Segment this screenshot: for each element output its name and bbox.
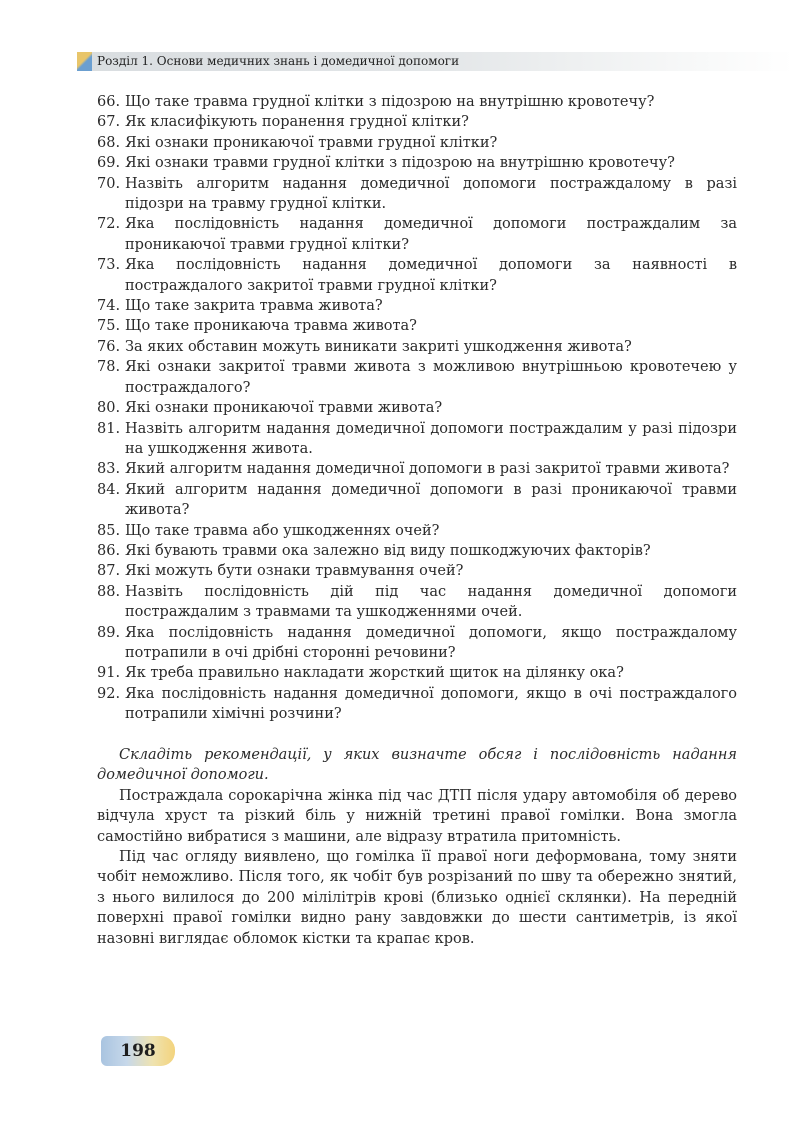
question-text: Назвіть алгоритм надання домедичної допомоги постраждалому в разі підозри на травму грудної клітки. — [125, 175, 737, 213]
question-text: Яка послідовність надання домедичної допомоги постраждалим за проникаючої травми грудної клітки? — [125, 216, 737, 253]
question-number: 91. — [97, 665, 121, 682]
question-text: Що таке закрита травма живота? — [125, 298, 383, 315]
question-text: Яка послідовність надання домедичної допомоги, якщо постраждалому потрапили в очі дрібні сторонні речовини? — [125, 624, 737, 661]
question-number: 83. — [97, 461, 121, 478]
list-item — [97, 133, 737, 153]
list-item — [97, 684, 737, 725]
question-number: 75. — [97, 318, 121, 335]
question-number: 70. — [97, 175, 121, 192]
question-text: Які ознаки закритої травми живота з можливою внутрішньою кровотечею у постраждалого? — [125, 359, 737, 396]
list-item — [97, 623, 737, 664]
question-text: Назвіть послідовність дій під час надання домедичної допомоги постраждалим з травмами та ушкодженнями очей. — [125, 583, 737, 621]
list-item — [97, 112, 737, 132]
list-item — [97, 337, 737, 357]
case-paragraph-2: Під час огляду виявлено, що гомілка її правої ноги деформована, тому зняти чобіт неможливо. Після того, як чобіт був розрізаний по шву та обережно знятий, з нього вилилося до 200 мілілітрів крові (близько однієї склянки). На передній поверхні правої гомілки видно рану завдовжки до шести сантиметрів, із якої назовні виглядає обломок кістки та крапає кров. — [97, 849, 737, 947]
question-text: За яких обставин можуть виникати закриті ушкодження живота? — [125, 338, 632, 355]
list-item — [97, 92, 737, 112]
question-number: 88. — [97, 583, 121, 600]
question-text: Як треба правильно накладати жорсткий щиток на ділянку ока? — [125, 665, 624, 682]
question-text: Назвіть алгоритм надання домедичної допомоги постраждалим у разі підозри на ушкодження живота. — [125, 420, 737, 457]
task-instruction: Складіть рекомендації, у яких визначте обсяг і послідовність надання домедичної допомоги. — [97, 747, 737, 784]
question-text: Які ознаки проникаючої травми грудної клітки? — [125, 134, 498, 151]
question-text: Який алгоритм надання домедичної допомоги в разі закритої травми живота? — [125, 461, 730, 478]
case-task — [97, 745, 737, 949]
question-number: 73. — [97, 257, 121, 274]
list-item — [97, 419, 737, 460]
page-number-badge — [101, 1036, 175, 1066]
case-paragraph-1: Постраждала сорокарічна жінка під час ДТП після удару автомобіля об дерево відчула хруст та різкий біль у нижній третині правої гомілки. Вона змогла самостійно вибратися з машини, але відразу втратила притомність. — [97, 787, 737, 845]
list-item — [97, 153, 737, 173]
question-number: 74. — [97, 298, 121, 315]
question-text: Що таке травма або ушкодженнях очей? — [125, 522, 440, 539]
list-item — [97, 296, 737, 316]
question-number: 78. — [97, 359, 121, 376]
question-number: 81. — [97, 420, 121, 437]
question-text: Які ознаки травми грудної клітки з підозрою на внутрішню кровотечу? — [125, 155, 675, 172]
list-item — [97, 480, 737, 521]
question-number: 69. — [97, 155, 121, 172]
list-item — [97, 521, 737, 541]
question-text: Які можуть бути ознаки травмування очей? — [125, 563, 464, 580]
running-header — [77, 52, 794, 71]
question-list — [97, 92, 737, 725]
question-text: Яка послідовність надання домедичної допомоги за наявності в постраждалого закритої травми грудної клітки? — [125, 257, 737, 294]
question-text: Який алгоритм надання домедичної допомоги в разі проникаючої травми живота? — [125, 481, 737, 519]
question-text: Яка послідовність надання домедичної допомоги, якщо в очі постраждалого потрапили хімічні розчини? — [125, 685, 737, 723]
list-item — [97, 316, 737, 336]
question-number: 66. — [97, 94, 121, 110]
list-item — [97, 561, 737, 581]
page-number: 198 — [120, 1041, 156, 1061]
list-item — [97, 214, 737, 255]
question-text: Що таке проникаюча травма живота? — [125, 318, 417, 335]
question-number: 87. — [97, 563, 121, 580]
question-text: Що таке травма грудної клітки з підозрою на внутрішню кровотечу? — [125, 94, 655, 110]
question-number: 92. — [97, 685, 121, 702]
question-number: 68. — [97, 134, 121, 151]
question-number: 89. — [97, 624, 121, 641]
question-number: 67. — [97, 114, 121, 131]
list-item — [97, 174, 737, 215]
list-item — [97, 255, 737, 296]
question-number: 86. — [97, 542, 121, 559]
question-number: 80. — [97, 400, 121, 417]
question-text: Як класифікують поранення грудної клітки? — [125, 114, 469, 131]
chapter-title: Розділ 1. Основи медичних знань і домедичної допомоги — [97, 54, 460, 68]
list-item — [97, 541, 737, 561]
list-item — [97, 357, 737, 398]
question-text: Які бувають травми ока залежно від виду пошкоджуючих факторів? — [125, 542, 651, 559]
list-item — [97, 398, 737, 418]
list-item — [97, 663, 737, 683]
list-item — [97, 582, 737, 623]
list-item — [97, 459, 737, 479]
question-number: 84. — [97, 481, 121, 498]
question-number: 76. — [97, 338, 121, 355]
question-number: 72. — [97, 216, 121, 233]
question-text: Які ознаки проникаючої травми живота? — [125, 400, 443, 417]
question-number: 85. — [97, 522, 121, 539]
header-corner-mark — [77, 52, 92, 71]
